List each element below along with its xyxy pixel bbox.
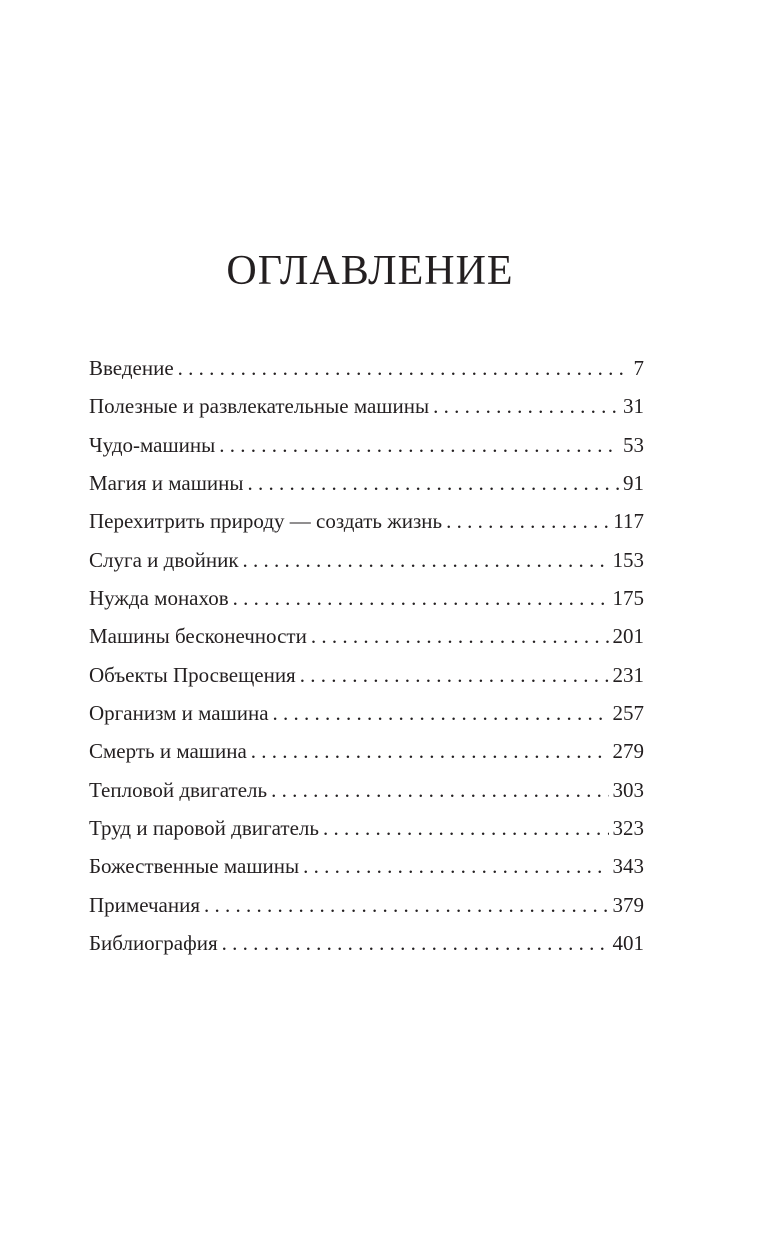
- toc-entry: [89, 506, 644, 544]
- toc-entry: [89, 775, 644, 813]
- toc-dot-leader: [271, 775, 608, 805]
- toc-entry-page: 323: [612, 816, 644, 841]
- toc-entry: [89, 545, 644, 583]
- toc-dot-leader: [204, 890, 608, 920]
- toc-entry-label: Машины бесконечности: [89, 624, 307, 649]
- toc-entry-page: 7: [633, 356, 644, 380]
- toc-entry-label: Тепловой двигатель: [89, 777, 268, 802]
- toc-entry-label: Слуга и двойник: [89, 547, 239, 572]
- toc-entry-label: Перехитрить природу — создать жизнь: [89, 509, 443, 534]
- toc-entry-page: 279: [612, 739, 644, 764]
- toc-dot-leader: [219, 430, 619, 460]
- toc-dot-leader: [311, 621, 609, 651]
- toc-entry: [89, 621, 644, 659]
- toc-entry-page: 91: [623, 471, 644, 496]
- toc-dot-leader: [178, 353, 630, 383]
- toc-dot-leader: [233, 583, 609, 613]
- toc-entry-label: Введение: [89, 356, 174, 380]
- toc-entry-label: Библиография: [89, 931, 218, 956]
- toc-entry-page: 31: [623, 394, 644, 419]
- toc-entry-label: Объекты Просвещения: [89, 662, 296, 687]
- toc-entry-page: 401: [612, 931, 644, 956]
- toc-entry-label: Нужда монахов: [89, 586, 229, 611]
- toc-dot-leader: [323, 813, 609, 843]
- toc-entry-page: 53: [623, 432, 644, 457]
- toc-entry-label: Организм и машина: [89, 701, 269, 726]
- toc-dot-leader: [243, 545, 609, 575]
- toc-entry-label: Труд и паровой двигатель: [89, 816, 319, 841]
- toc-entry-label: Магия и машины: [89, 471, 244, 496]
- table-of-contents: [89, 353, 644, 967]
- toc-entry: [89, 391, 644, 429]
- toc-entry-label: Примечания: [89, 892, 201, 917]
- toc-entry: [89, 813, 644, 851]
- toc-entry: [89, 468, 644, 506]
- toc-dot-leader: [446, 506, 609, 536]
- toc-entry-label: Чудо-машины: [89, 432, 216, 457]
- toc-entry-page: 153: [612, 547, 644, 572]
- toc-dot-leader: [303, 851, 608, 881]
- toc-entry-label: Смерть и машина: [89, 739, 247, 764]
- toc-entry: [89, 430, 644, 468]
- page-title: ОГЛАВЛЕНИЕ: [226, 248, 514, 294]
- toc-dot-leader: [273, 698, 609, 728]
- toc-dot-leader: [222, 928, 609, 958]
- toc-entry-label: Полезные и развлекательные машины: [89, 394, 430, 419]
- toc-entry: [89, 890, 644, 928]
- toc-entry: [89, 851, 644, 889]
- toc-dot-leader: [433, 391, 619, 421]
- toc-entry-page: 303: [612, 777, 644, 802]
- toc-entry-page: 257: [612, 701, 644, 726]
- toc-entry-page: 117: [613, 509, 644, 534]
- toc-entry-page: 175: [612, 586, 644, 611]
- toc-entry: [89, 928, 644, 966]
- toc-dot-leader: [251, 736, 609, 766]
- toc-dot-leader: [247, 468, 619, 498]
- toc-entry: [89, 698, 644, 736]
- toc-entry-page: 379: [612, 892, 644, 917]
- toc-entry-page: 231: [612, 662, 644, 687]
- toc-dot-leader: [300, 660, 609, 690]
- toc-entry: [89, 736, 644, 774]
- toc-entry: [89, 583, 644, 621]
- toc-entry-label: Божественные машины: [89, 854, 300, 879]
- toc-entry: [89, 660, 644, 698]
- toc-entry-page: 343: [612, 854, 644, 879]
- toc-entry: [89, 353, 644, 391]
- toc-entry-page: 201: [612, 624, 644, 649]
